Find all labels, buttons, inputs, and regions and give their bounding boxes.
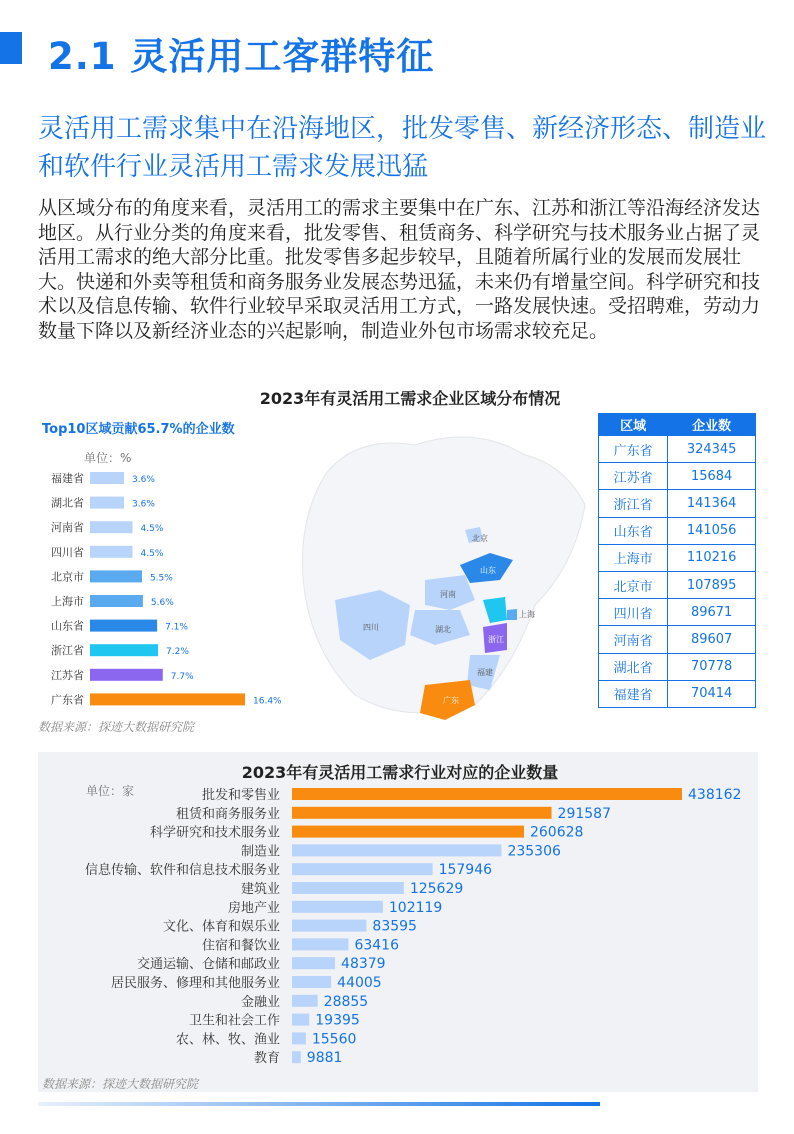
industry-bar-value: 438162 — [688, 787, 742, 803]
table-cell: 四川省 — [599, 599, 668, 626]
section-subtitle: 灵活用工需求集中在沿海地区，批发零售、新经济形态、制造业和软件行业灵活用工需求发展迅猛 — [38, 114, 767, 182]
region-bar — [90, 546, 133, 558]
page-title: 2.1 灵活用工客群特征 — [48, 35, 435, 78]
table-row — [599, 490, 756, 517]
industry-bar-label: 居民服务、修理和其他服务业 — [110, 976, 280, 991]
industry-bar-value: 260628 — [529, 824, 584, 841]
table-row — [599, 571, 756, 598]
industry-bar-label: 租赁和商务服务业 — [175, 806, 280, 822]
region-bar-label: 福建省 — [51, 472, 84, 485]
region-bar-label: 北京市 — [51, 570, 84, 584]
industry-bar-label: 制造业 — [240, 844, 280, 860]
column-header-count: 企业数 — [668, 414, 756, 436]
region-bar — [90, 669, 163, 681]
table-cell: 324345 — [668, 436, 756, 463]
table-row — [599, 599, 756, 626]
table-cell: 山东省 — [599, 517, 668, 544]
table-row — [599, 626, 756, 653]
industry-bar-value: 48379 — [341, 956, 386, 973]
table-row — [599, 517, 756, 544]
industry-bar-value: 125629 — [409, 881, 464, 897]
region-bar-label: 广东省 — [51, 693, 84, 707]
table-cell: 141364 — [668, 490, 756, 517]
industry-bar-value: 102119 — [388, 899, 443, 916]
region-bar-value: 5.5% — [149, 573, 173, 584]
region-bar-label: 河南省 — [51, 521, 84, 535]
top10-chart-title: Top10区域贡献65.7%的企业数 — [42, 422, 235, 437]
table-cell: 89607 — [668, 626, 756, 653]
map-label-hubei: 湖北 — [435, 625, 451, 634]
map-label-guangdong: 广东 — [443, 696, 459, 705]
region-bar-value: 7.2% — [166, 647, 189, 658]
map-label-shandong: 山东 — [480, 566, 496, 575]
industry-bar-label: 信息传输、软件和信息技术服务业 — [84, 863, 280, 879]
industry-bar-label: 卫生和社会工作 — [188, 1013, 280, 1029]
industry-bar — [292, 844, 501, 856]
column-header-region: 区域 — [599, 414, 668, 436]
industry-bar-label: 房地产业 — [227, 900, 280, 916]
industry-chart-title: 2023年有灵活用工需求行业对应的企业数量 — [241, 763, 559, 782]
industry-bar — [292, 938, 348, 950]
region-bar — [90, 620, 157, 632]
industry-bar-value: 63416 — [354, 937, 399, 954]
industry-bar-label: 金融业 — [240, 994, 280, 1010]
industry-bar-label: 农、林、牧、渔业 — [175, 1032, 280, 1048]
table-cell: 河南省 — [599, 626, 668, 653]
table-row — [599, 680, 756, 707]
industry-bar-label: 教育 — [253, 1051, 280, 1067]
industry-bar-value: 9881 — [306, 1050, 343, 1067]
table-row — [599, 653, 756, 680]
industry-bar — [292, 976, 331, 988]
industry-bar-label: 科学研究和技术服务业 — [149, 825, 280, 841]
region-chart-title: 2023年有灵活用工需求企业区域分布情况 — [259, 389, 561, 408]
industry-bar — [292, 807, 552, 819]
industry-bar-label: 文化、体育和娱乐业 — [162, 919, 280, 935]
table-cell: 上海市 — [599, 544, 668, 571]
map-outline — [303, 437, 586, 713]
table-cell: 湖北省 — [599, 653, 668, 680]
industry-bar — [292, 863, 433, 875]
table-cell: 15684 — [668, 463, 756, 490]
region-bar-value: 16.4% — [253, 696, 282, 707]
region-bar — [90, 497, 124, 509]
region-bar-value: 7.1% — [165, 622, 188, 633]
map-label-zhejiang: 浙江 — [488, 635, 504, 644]
industry-unit-label: 单位：家 — [86, 784, 135, 798]
region-source-note: 数据来源：探迹大数据研究院 — [38, 720, 195, 734]
title-accent-bar — [0, 32, 22, 64]
table-row — [599, 544, 756, 571]
table-row — [599, 436, 756, 463]
industry-bar — [292, 901, 383, 913]
industry-bar-value: 28855 — [323, 993, 369, 1010]
industry-bar-chart — [38, 784, 758, 1072]
industry-bar — [292, 1032, 306, 1044]
table-cell: 141056 — [668, 517, 756, 544]
table-cell: 70414 — [668, 680, 756, 707]
table-row — [599, 463, 756, 490]
region-bar-label: 上海市 — [51, 595, 84, 608]
industry-bar — [292, 995, 318, 1007]
region-bar — [90, 693, 245, 705]
china-map — [285, 405, 595, 730]
region-bar-value: 7.7% — [170, 671, 194, 682]
region-bar — [90, 644, 158, 656]
table-cell: 110216 — [668, 544, 756, 571]
body-paragraph: 从区域分布的角度来看，灵活用工的需求主要集中在广东、江苏和浙江等沿海经济发达地区。从行业分类的角度来看，批发零售、租赁商务、科学研究与技术服务业占据了灵活用工需求的绝大部分比重。批发零售多起步较早，且随着所属行业的发展而发展壮大。快递和外卖等租赁和商务服务业发展态势迅猛，未来仍有增量空间。科学研究和技术以及信息传输、软件行业较早采取灵活用工方式，一路发展快速。受招聘难，劳动力数量下降以及新经济业态的兴起影响，制造业外包市场需求较充足。 — [38, 197, 761, 342]
industry-bar — [292, 1014, 309, 1026]
industry-bar-value: 235306 — [507, 843, 561, 860]
industry-bar — [292, 826, 524, 838]
map-label-beijing: 北京 — [472, 534, 488, 543]
industry-bar — [292, 788, 682, 800]
region-bar-value: 4.5% — [140, 548, 164, 559]
industry-bar-value: 19395 — [315, 1012, 360, 1029]
region-bar — [90, 595, 143, 607]
table-cell: 89671 — [668, 599, 756, 626]
map-label-henan: 河南 — [440, 590, 456, 599]
footer-gradient-bar — [38, 1102, 600, 1106]
map-label-shanghai: 上海 — [519, 610, 535, 619]
map-label-sichuan: 四川 — [363, 623, 379, 632]
region-bar — [90, 570, 142, 582]
region-bar-label: 山东省 — [51, 619, 84, 633]
table-cell: 浙江省 — [599, 490, 668, 517]
table-cell: 北京市 — [599, 571, 668, 598]
region-bar-label: 江苏省 — [51, 668, 84, 682]
region-bar-value: 3.6% — [132, 499, 155, 510]
region-bar-value: 5.6% — [150, 598, 174, 608]
region-bar-chart — [38, 466, 298, 714]
table-cell: 107895 — [668, 571, 756, 598]
region-bar — [90, 521, 133, 533]
region-bar-value: 3.6% — [132, 475, 155, 485]
industry-bar — [292, 1051, 301, 1063]
industry-bar-label: 建筑业 — [240, 882, 280, 897]
industry-bar — [292, 957, 335, 969]
industry-bar — [292, 920, 366, 932]
table-cell: 广东省 — [599, 436, 668, 463]
industry-bar-label: 住宿和餐饮业 — [201, 938, 280, 954]
table-cell: 江苏省 — [599, 463, 668, 490]
industry-bar-label: 交通运输、仓储和邮政业 — [136, 957, 280, 973]
region-bar-label: 湖北省 — [51, 496, 84, 510]
industry-bar-value: 157946 — [438, 862, 493, 879]
region-bar-label: 四川省 — [51, 545, 84, 559]
map-region-shanghai — [507, 609, 517, 620]
region-unit-label: 单位：% — [84, 451, 132, 465]
industry-bar-value: 44005 — [337, 975, 382, 991]
industry-bar-value: 15560 — [311, 1031, 357, 1048]
map-label-fujian: 福建 — [477, 668, 493, 677]
region-bar — [90, 472, 124, 484]
industry-bar-value: 291587 — [557, 805, 611, 822]
industry-bar-label: 批发和零售业 — [201, 788, 280, 803]
table-cell: 70778 — [668, 653, 756, 680]
industry-bar — [292, 882, 404, 894]
region-table — [598, 413, 756, 708]
industry-bar-value: 83595 — [372, 918, 417, 935]
region-bar-value: 4.5% — [140, 524, 164, 535]
industry-source-note: 数据来源：探迹大数据研究院 — [42, 1077, 199, 1091]
region-table-header — [599, 414, 756, 436]
region-bar-label: 浙江省 — [51, 644, 84, 658]
table-cell: 福建省 — [599, 680, 668, 707]
